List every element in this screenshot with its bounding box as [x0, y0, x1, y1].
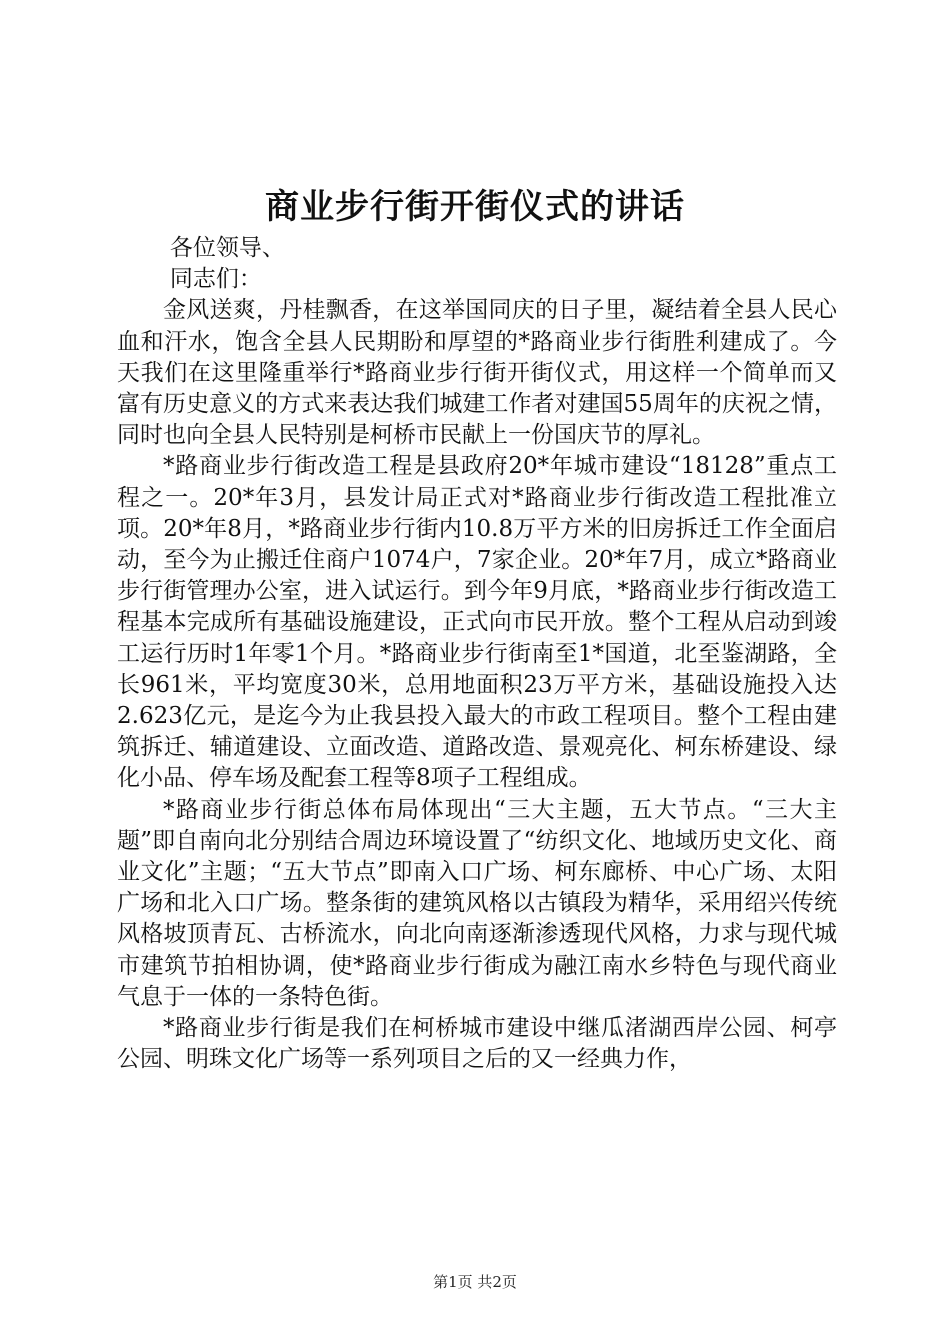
body-paragraph: 金风送爽，丹桂飘香，在这举国同庆的日子里，凝结着全县人民心血和汗水，饱含全县人民期盼和厚望的*路商业步行街胜利建成了。今天我们在这里隆重举行*路商业步行街开街仪式，用这样一个简单而又富有历史意义的方式来表达我们城建工作者对建国55周年的庆祝之情，同时也向全县人民特别是柯桥市民献上一份国庆节的厚礼。 — [117, 297, 837, 449]
body-paragraph: *路商业步行街总体布局体现出“三大主题，五大节点。“三大主题”即自南向北分别结合周边环境设置了“纺织文化、地域历史文化、商业文化”主题；“五大节点”即南入口广场、柯东廊桥、中心广场、太阳广场和北入口广场。整条街的建筑风格以古镇段为精华，采用绍兴传统风格坡顶青瓦、古桥流水，向北向南逐渐渗透现代风格，力求与现代城市建筑节拍相协调，使*路商业步行街成为融江南水乡特色与现代商业气息于一体的一条特色街。 — [117, 796, 837, 1010]
salutation-line: 各位领导、 — [169, 235, 285, 261]
page-number-footer: 第1页 共2页 — [433, 1273, 517, 1291]
document-title: 商业步行街开街仪式的讲话 — [265, 187, 685, 227]
document-body — [117, 233, 837, 1075]
body-paragraph: *路商业步行街改造工程是县政府20*年城市建设“18128”重点工程之一。20*年3月，县发计局正式对*路商业步行街改造工程批准立项。20*年8月，*路商业步行街内10.8万平方米的旧房拆迁工作全面启动，至今为止搬迁住商户1074户，7家企业。20*年7月，成立*路商业步行街管理办公室，进入试运行。到今年9月底，*路商业步行街改造工程基本完成所有基础设施建设，正式向市民开放。整个工程从启动到竣工运行历时1年零1个月。*路商业步行街南至1*国道，北至鉴湖路，全长961米，平均宽度30米，总用地面积23万平方米，基础设施投入达2.623亿元，是迄今为止我县投入最大的市政工程项目。整个工程由建筑拆迁、辅道建设、立面改造、道路改造、景观亮化、柯东桥建设、绿化小品、停车场及配套工程等8项子工程组成。 — [117, 453, 837, 792]
body-paragraph: *路商业步行街是我们在柯桥城市建设中继瓜渚湖西岸公园、柯亭公园、明珠文化广场等一系列项目之后的又一经典力作， — [117, 1015, 837, 1073]
salutation-line: 同志们： — [169, 266, 262, 293]
